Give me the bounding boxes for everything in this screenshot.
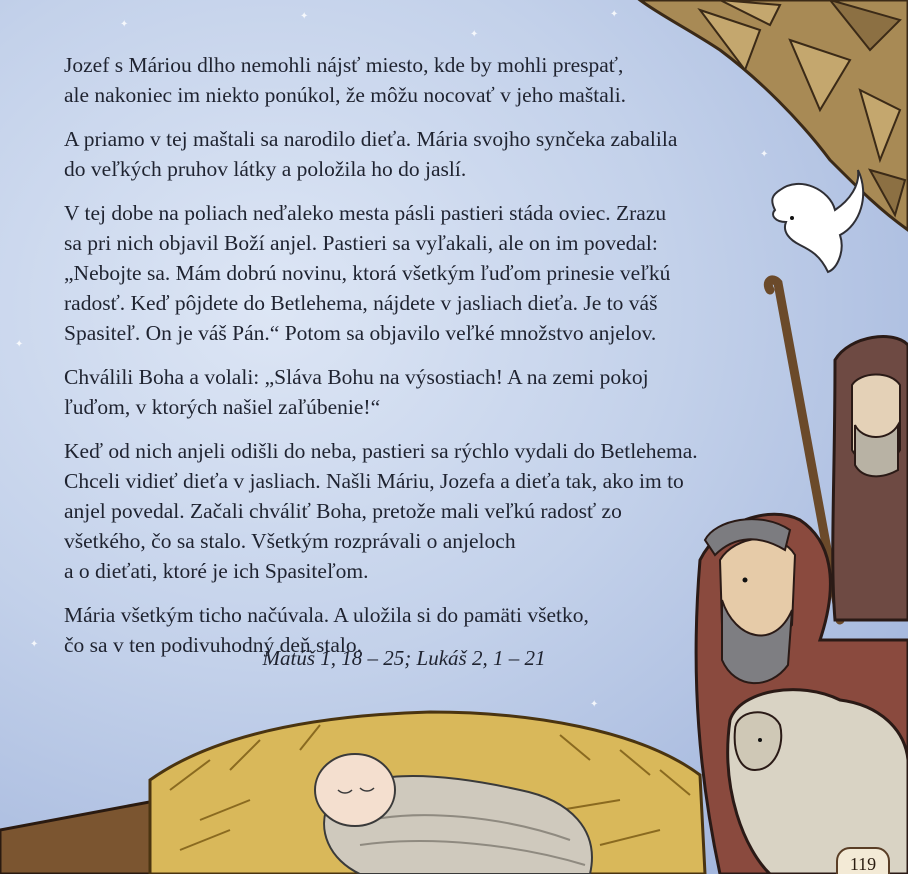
text-line: radosť. Keď pôjdete do Betlehema, nájdete v jasliach dieťa. Je to váš — [64, 291, 658, 315]
text-line: V tej dobe na poliach neďaleko mesta pásli pastieri stáda oviec. Zrazu — [64, 201, 667, 225]
paragraph — [64, 50, 784, 110]
star-icon: ✦ — [470, 29, 479, 40]
text-line: čo sa v ten podivuhodný deň stalo. — [64, 633, 362, 657]
text-line: „Nebojte sa. Mám dobrú novinu, ktorá všetkým ľuďom prinesie veľkú — [64, 261, 671, 285]
hooded-shepherd — [833, 337, 908, 620]
star-icon: ✦ — [590, 699, 599, 710]
sheep — [728, 690, 908, 874]
star-icon: ✦ — [120, 19, 129, 30]
text-line: Chválili Boha a volali: „Sláva Bohu na výsostiach! A na zemi pokoj — [64, 365, 649, 389]
story-text — [64, 50, 784, 674]
star-icon: ✦ — [15, 339, 24, 350]
star-icon: ✦ — [760, 149, 769, 160]
text-line: a o dieťati, ktoré je ich Spasiteľom. — [64, 559, 369, 583]
star-icon: ✦ — [610, 9, 619, 20]
text-line: Spasiteľ. On je váš Pán.“ Potom sa objavilo veľké množstvo anjelov. — [64, 321, 657, 345]
bible-citation: Matúš 1, 18 – 25; Lukáš 2, 1 – 21 — [262, 646, 546, 670]
star-icon: ✦ — [30, 639, 39, 650]
paragraph — [64, 436, 784, 586]
dove-icon — [772, 170, 863, 272]
text-line: do veľkých pruhov látky a položila ho do jaslí. — [64, 157, 467, 181]
text-line: všetkého, čo sa stalo. Všetkým rozprávali o anjeloch — [64, 529, 516, 553]
text-line: ľuďom, v ktorých našiel zaľúbenie!“ — [64, 395, 381, 419]
text-line: Keď od nich anjeli odišli do neba, pastieri sa rýchlo vydali do Betlehema. — [64, 439, 698, 463]
star-icon: ✦ — [300, 11, 309, 22]
text-line: anjel povedal. Začali chváliť Boha, pretože mali veľkú radosť zo — [64, 499, 622, 523]
paragraph — [64, 198, 784, 348]
text-line: ale nakoniec im niekto ponúkol, že môžu nocovať v jeho maštali. — [64, 83, 627, 107]
page-number: 119 — [836, 847, 890, 874]
text-line: Chceli vidieť dieťa v jasliach. Našli Máriu, Jozefa a dieťa tak, ako im to — [64, 469, 684, 493]
text-line: Jozef s Máriou dlho nemohli nájsť miesto, kde by mohli prespať, — [64, 53, 624, 77]
text-line: sa pri nich objavil Boží anjel. Pastieri sa vyľakali, ale on im povedal: — [64, 231, 658, 255]
paragraph — [64, 124, 784, 184]
paragraph — [64, 362, 784, 422]
text-line: A priamo v tej maštali sa narodilo dieťa. Mária svojho synčeka zabalila — [64, 127, 678, 151]
text-line: Mária všetkým ticho načúvala. A uložila si do pamäti všetko, — [64, 603, 589, 627]
